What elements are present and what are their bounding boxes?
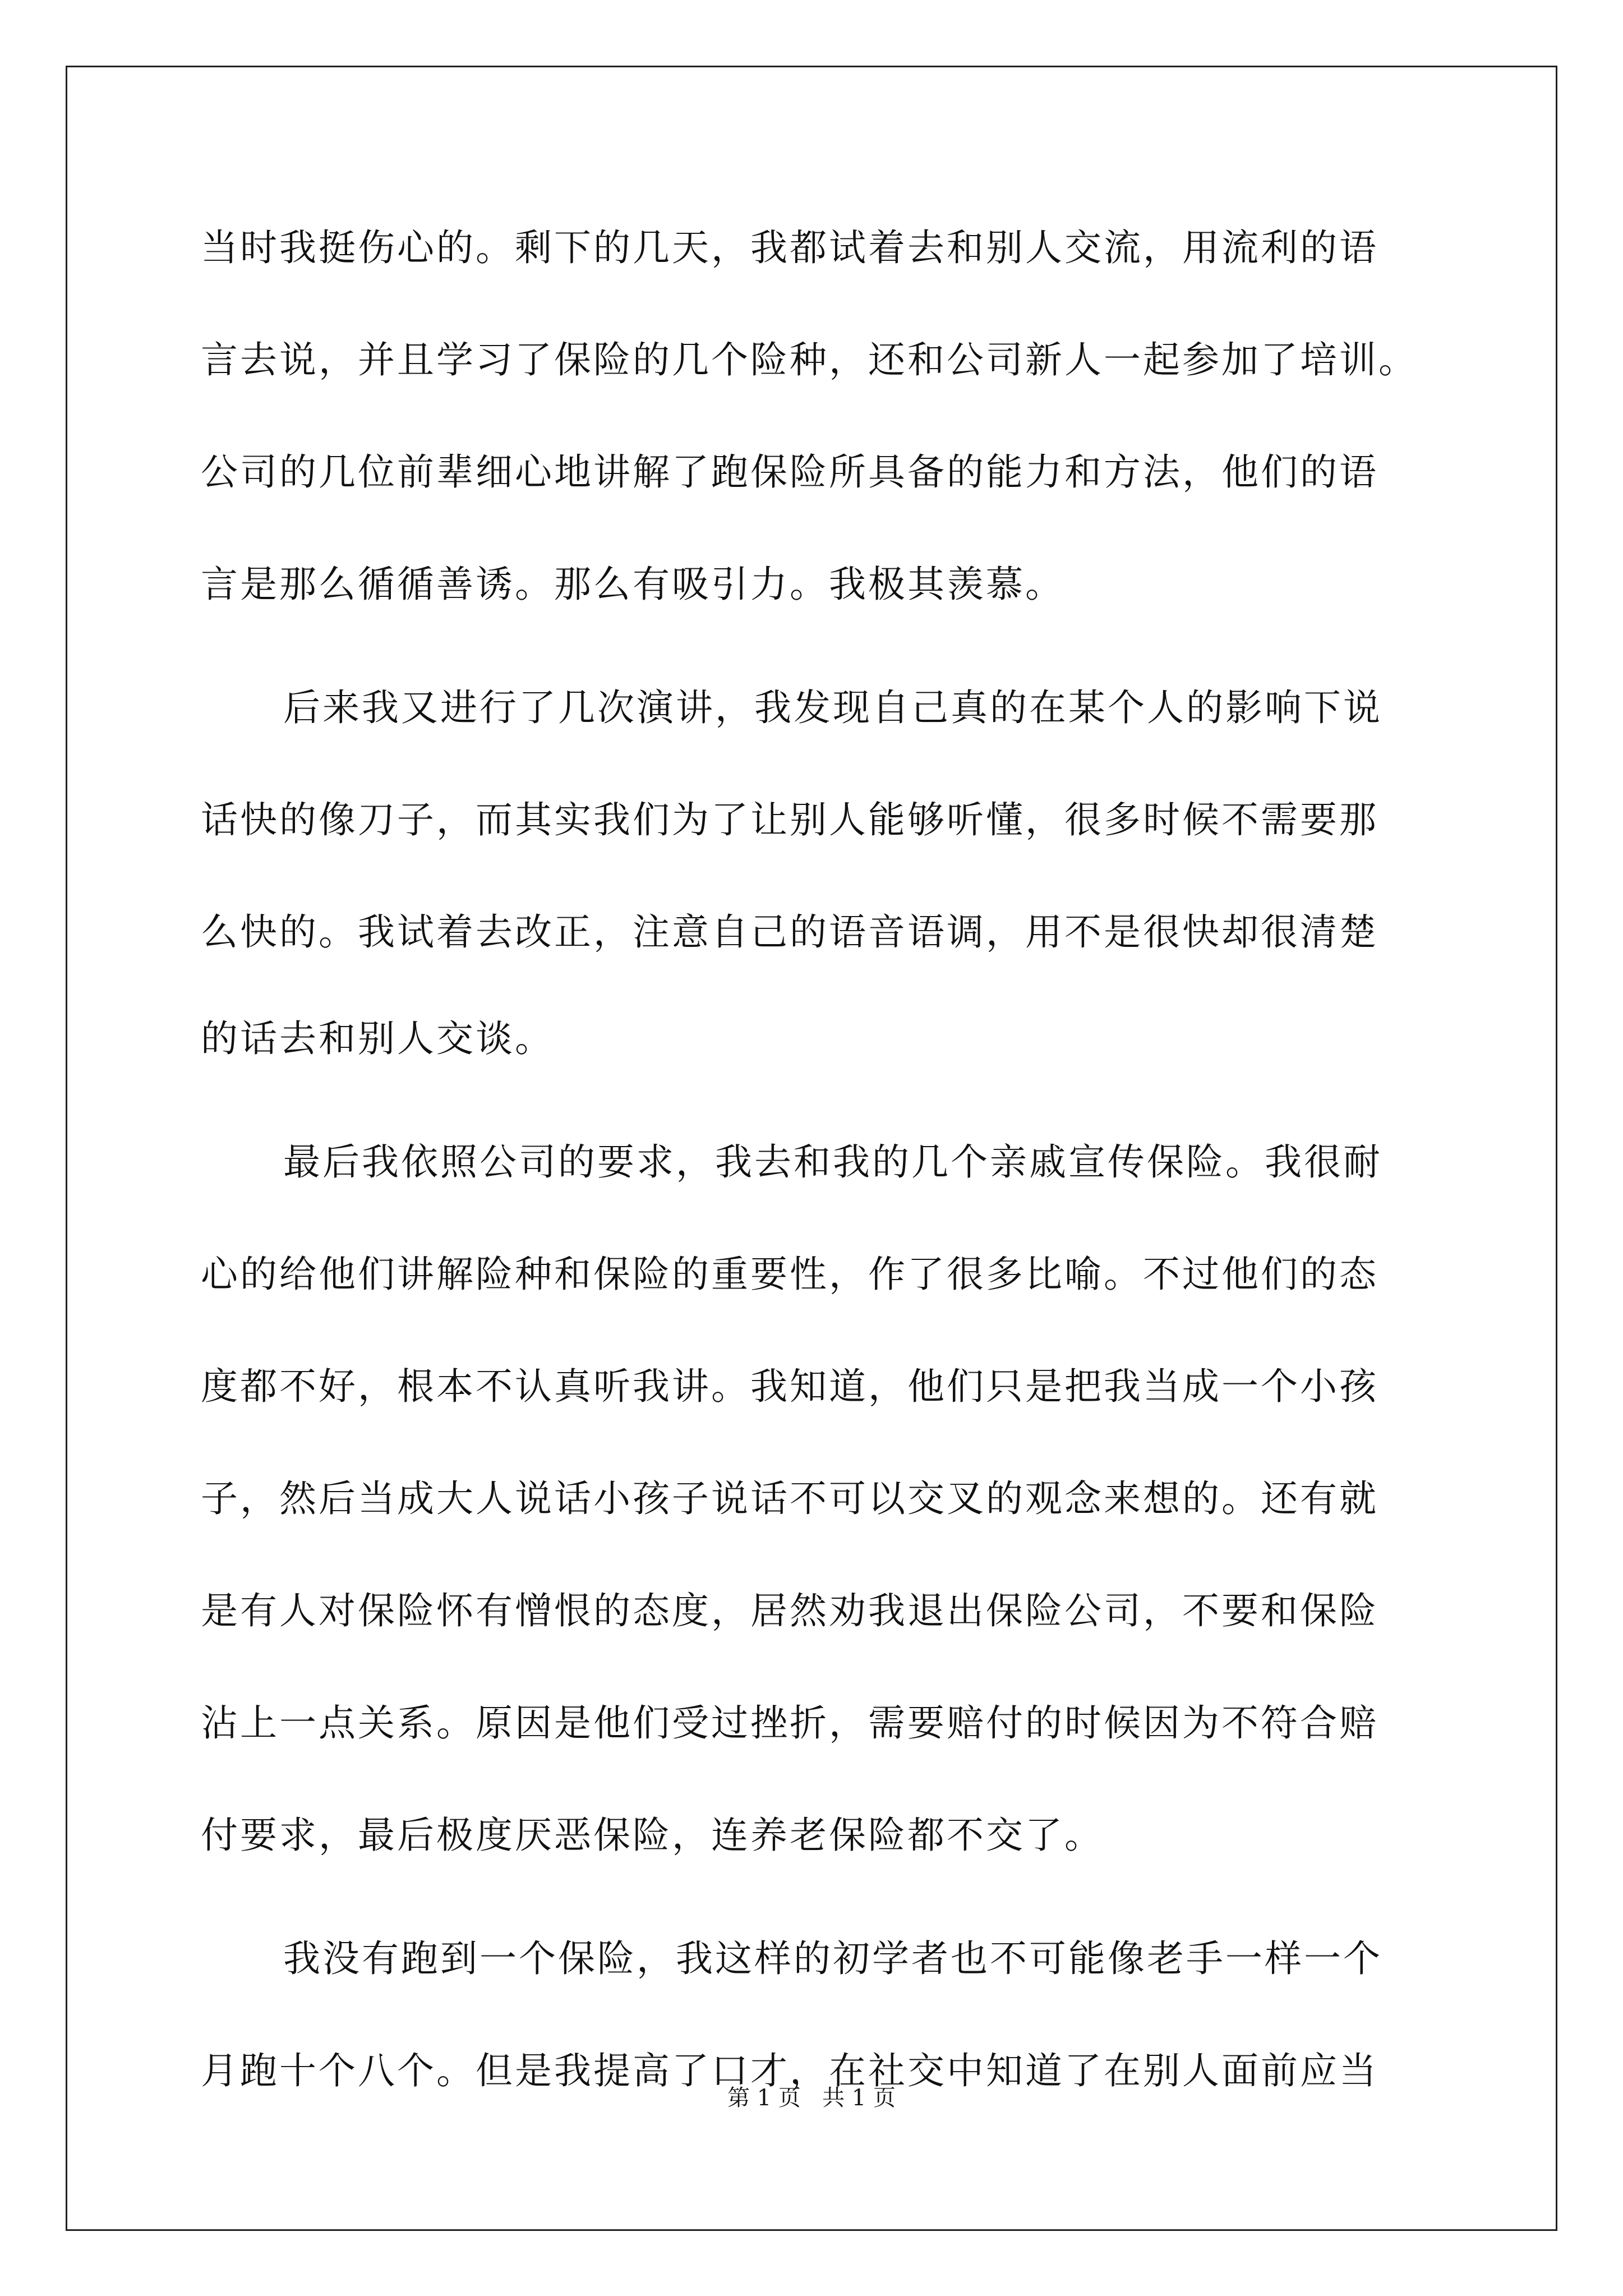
text-line: 当时我挺伤心的。剩下的几天，我都试着去和别人交流，用流利的语 xyxy=(201,226,1378,269)
text-line: 心的给他们讲解险种和保险的重要性，作了很多比喻。不过他们的态 xyxy=(201,1253,1378,1296)
text-line: 是有人对保险怀有憎恨的态度，居然劝我退出保险公司，不要和保险 xyxy=(201,1589,1378,1632)
text-line: 公司的几位前辈细心地讲解了跑保险所具备的能力和方法，他们的语 xyxy=(201,450,1378,494)
text-line: 子，然后当成大人说话小孩子说话不可以交叉的观念来想的。还有就 xyxy=(201,1477,1378,1520)
paragraph-first-line: 后来我又进行了几次演讲，我发现自己真的在某个人的影响下说 xyxy=(283,686,1382,729)
text-line: 的话去和别人交谈。 xyxy=(201,1017,554,1060)
text-line: 月跑十个八个。但是我提高了口才，在社交中知道了在别人面前应当 xyxy=(201,2049,1378,2092)
paragraph-first-line: 最后我依照公司的要求，我去和我的几个亲戚宣传保险。我很耐 xyxy=(283,1140,1382,1184)
text-line: 沾上一点关系。原因是他们受过挫折，需要赔付的时候因为不符合赔 xyxy=(201,1701,1378,1745)
text-line: 言是那么循循善诱。那么有吸引力。我极其羡慕。 xyxy=(201,563,1064,606)
text-line: 付要求，最后极度厌恶保险，连养老保险都不交了。 xyxy=(201,1814,1104,1857)
text-line: 度都不好，根本不认真听我讲。我知道，他们只是把我当成一个小孩 xyxy=(201,1365,1378,1408)
text-line: 言去说，并且学习了保险的几个险种，还和公司新人一起参加了培训。 xyxy=(201,338,1418,381)
paragraph-first-line: 我没有跑到一个保险，我这样的初学者也不可能像老手一样一个 xyxy=(283,1937,1382,1980)
page-number-footer: 第 1 页 共 1 页 xyxy=(727,2085,896,2111)
text-line: 么快的。我试着去改正，注意自己的语音语调，用不是很快却很清楚 xyxy=(201,910,1378,954)
text-line: 话快的像刀子，而其实我们为了让别人能够听懂，很多时候不需要那 xyxy=(201,798,1378,841)
